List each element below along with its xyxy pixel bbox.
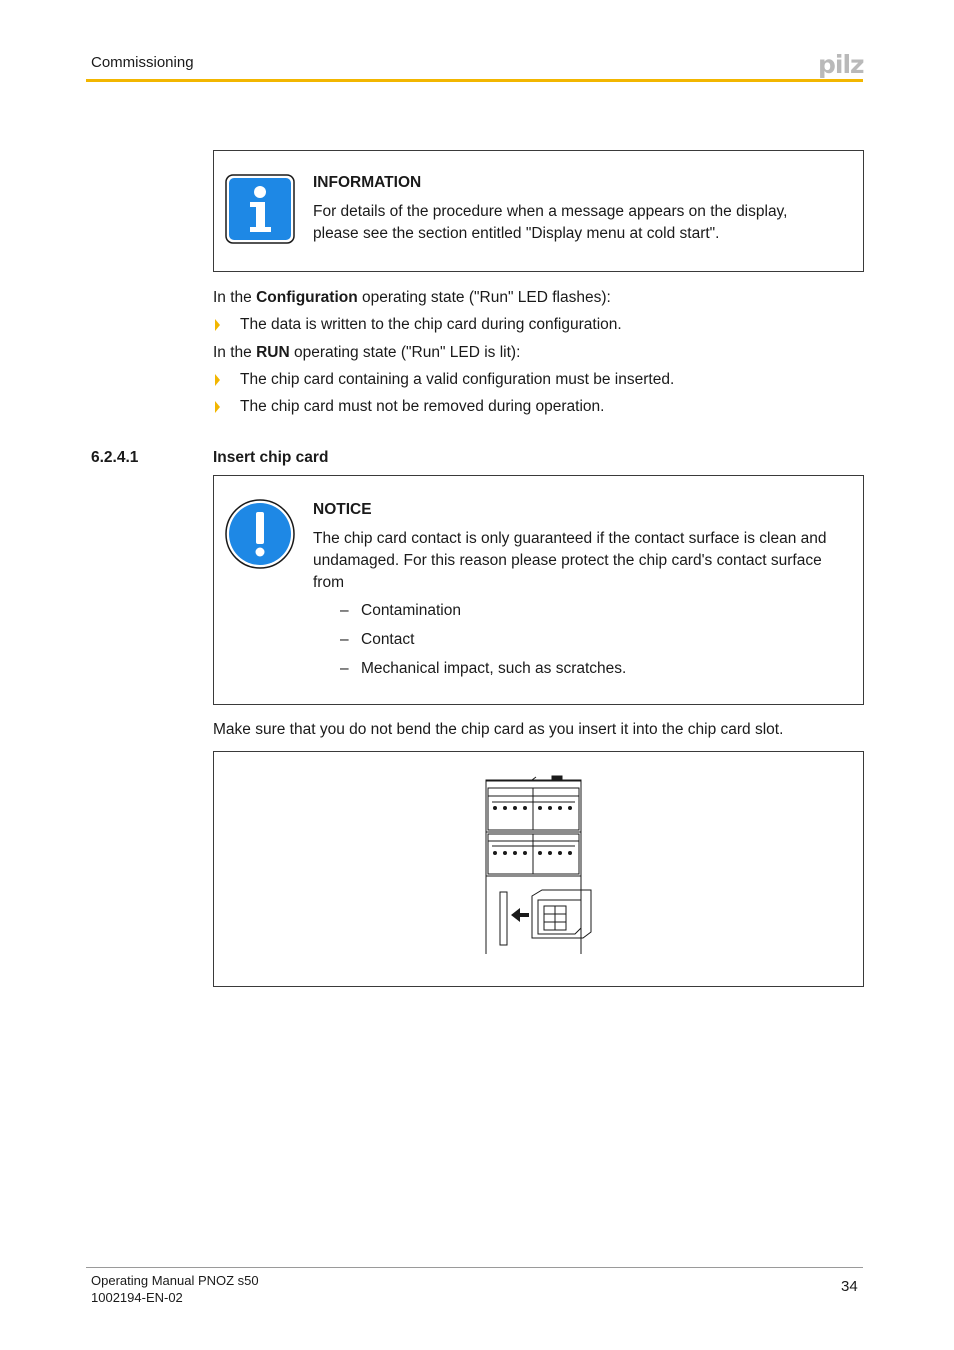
notice-line-3: from <box>313 574 344 591</box>
page-number: 34 <box>841 1278 858 1295</box>
footer-rule <box>86 1267 863 1268</box>
notice-line-1: The chip card contact is only guaranteed if the contact surface is clean and <box>313 530 827 547</box>
notice-title: NOTICE <box>313 501 372 518</box>
header-rule <box>86 79 863 82</box>
chip-card-insertion-diagram <box>482 774 600 958</box>
dash-list-item <box>340 602 461 620</box>
dash-mark: – <box>340 602 349 619</box>
list-item <box>213 316 622 334</box>
run-suffix: operating state ("Run" LED is lit): <box>289 344 521 361</box>
section-number: 6.2.4.1 <box>91 449 139 466</box>
exclamation-icon <box>225 499 295 569</box>
section-title: Insert chip card <box>213 449 329 466</box>
information-line-2: please see the section entitled "Display menu at cold start". <box>313 225 720 242</box>
dash-item-text: Contamination <box>361 602 461 619</box>
configuration-suffix: operating state ("Run" LED flashes): <box>357 289 611 306</box>
info-icon <box>225 174 295 244</box>
dash-item-text: Mechanical impact, such as scratches. <box>361 660 627 677</box>
information-text <box>313 201 787 245</box>
bullet-arrow-icon <box>215 401 220 413</box>
pilz-logo: pilz <box>818 50 864 79</box>
list-item <box>213 371 674 389</box>
information-line-1: For details of the procedure when a message appears on the display, <box>313 203 788 220</box>
dash-list-item <box>340 660 626 678</box>
bullet-arrow-icon <box>215 319 220 331</box>
footer-doc-number: 1002194-EN-02 <box>91 1290 183 1305</box>
information-box <box>213 150 864 272</box>
run-prefix: In the <box>213 344 257 361</box>
dash-list-item <box>340 631 414 649</box>
bullet-text: The chip card must not be removed during operation. <box>240 398 605 415</box>
bullet-arrow-icon <box>215 374 220 386</box>
bullet-text: The data is written to the chip card during configuration. <box>240 316 622 333</box>
dash-mark: – <box>340 631 349 648</box>
run-paragraph <box>213 344 520 362</box>
dash-item-text: Contact <box>361 631 415 648</box>
figure-box <box>213 751 864 987</box>
bullet-text: The chip card containing a valid configuration must be inserted. <box>240 371 675 388</box>
run-bold: RUN <box>256 344 290 361</box>
information-title: INFORMATION <box>313 174 422 191</box>
notice-line-2: undamaged. For this reason please protect the chip card's contact surface <box>313 552 822 569</box>
configuration-prefix: In the <box>213 289 257 306</box>
dash-mark: – <box>340 660 349 677</box>
insert-instruction: Make sure that you do not bend the chip card as you insert it into the chip card slot. <box>213 721 784 738</box>
configuration-paragraph <box>213 289 611 307</box>
footer-manual-title: Operating Manual PNOZ s50 <box>91 1273 259 1288</box>
configuration-bold: Configuration <box>256 289 358 306</box>
header-section-title: Commissioning <box>91 54 194 71</box>
notice-text <box>313 528 827 594</box>
list-item <box>213 398 604 416</box>
